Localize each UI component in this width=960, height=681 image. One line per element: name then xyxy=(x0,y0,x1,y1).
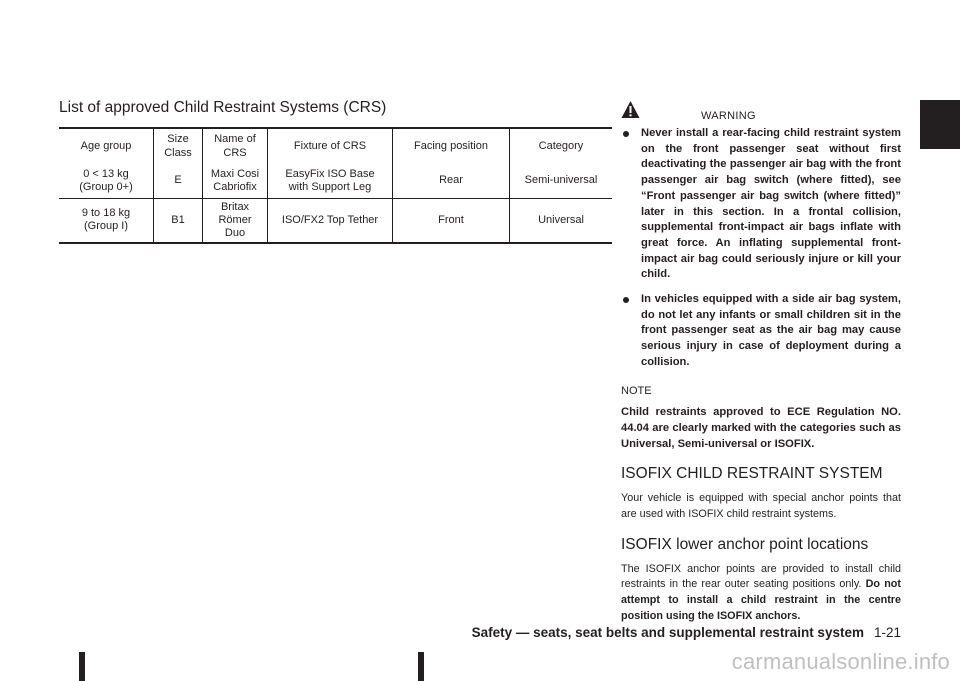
page-footer xyxy=(472,625,901,640)
header-age-group: Age group xyxy=(80,139,132,152)
cell-size-class: E xyxy=(154,164,203,198)
cell-age-group: 0 < 13 kg (Group 0+) xyxy=(79,167,133,193)
cell-category: Semi-universal xyxy=(510,164,613,198)
thumb-tab xyxy=(920,100,960,149)
isofix-heading: ISOFIX CHILD RESTRAINT SYSTEM xyxy=(621,465,883,483)
cell-crs-name: Maxi Cosi Cabriofix xyxy=(203,164,268,198)
cell-category: Universal xyxy=(510,198,613,243)
cell-facing-position: Rear xyxy=(393,164,510,198)
header-facing-position: Facing position xyxy=(393,128,510,164)
cell-age-group: 9 to 18 kg (Group I) xyxy=(59,198,154,243)
isofix-text: Your vehicle is equipped with special anchor points that are used with ISOFIX child restraint systems. xyxy=(621,492,901,521)
cell-crs-name: Britax Römer Duo xyxy=(203,198,268,243)
cell-size-class: B1 xyxy=(154,198,203,243)
anchors-paragraph xyxy=(621,562,901,625)
anchors-text: The ISOFIX anchor points are provided to install child restraints in the rear outer seating positions only. xyxy=(621,562,901,591)
warning-bullet: Never install a rear-facing child restraint system on the front passenger seat without first deactivating the passenger air bag with the front passenger air bag switch (where fitted), see “Front passenger air bag switch (where fitted)” later in this section. In a frontal collision, supplemental front-impact air bags inflate with great force. An inflating supplemental front-impact air bag could seriously injure or kill your child. xyxy=(621,126,901,283)
crop-mark-center xyxy=(418,652,424,681)
table-title: List of approved Child Restraint Systems (CRS) xyxy=(59,99,387,116)
table-row xyxy=(59,164,612,198)
header-fixture: Fixture of CRS xyxy=(268,128,393,164)
note-title: NOTE xyxy=(621,384,652,397)
cell-facing-position: Front xyxy=(393,198,510,243)
header-size-class: Size Class xyxy=(154,128,203,164)
crop-mark-left xyxy=(79,652,85,681)
table-header-row xyxy=(59,128,612,164)
header-category: Category xyxy=(510,128,613,164)
page-number: 1-21 xyxy=(873,625,901,640)
anchors-bold-text: Do not attempt to install a child restraint in the centre position using the ISOFIX anchors. xyxy=(621,578,901,622)
warning-triangle-icon xyxy=(621,100,640,119)
cell-fixture: EasyFix ISO Base with Support Leg xyxy=(268,164,393,198)
header-crs-name: Name of CRS xyxy=(203,128,268,164)
warning-title: WARNING xyxy=(701,110,756,122)
warning-bullet: In vehicles equipped with a side air bag system, do not let any infants or small children sit in the front passenger seat as the air bag may cause serious injury in case of deployment during a collision. xyxy=(621,292,901,371)
table-row xyxy=(59,198,612,243)
right-column xyxy=(621,100,901,625)
watermark: carmanualsonline.info xyxy=(731,649,950,674)
footer-section-title: Safety — seats, seat belts and supplemental restraint system xyxy=(471,625,864,640)
note-text: Child restraints approved to ECE Regulation NO. 44.04 are clearly marked with the categories such as Universal, Semi-universal or ISOFIX. xyxy=(621,406,901,450)
warning-header xyxy=(621,100,901,126)
anchors-heading: ISOFIX lower anchor point locations xyxy=(621,535,869,553)
crs-table xyxy=(59,127,612,244)
cell-fixture: ISO/FX2 Top Tether xyxy=(268,198,393,243)
